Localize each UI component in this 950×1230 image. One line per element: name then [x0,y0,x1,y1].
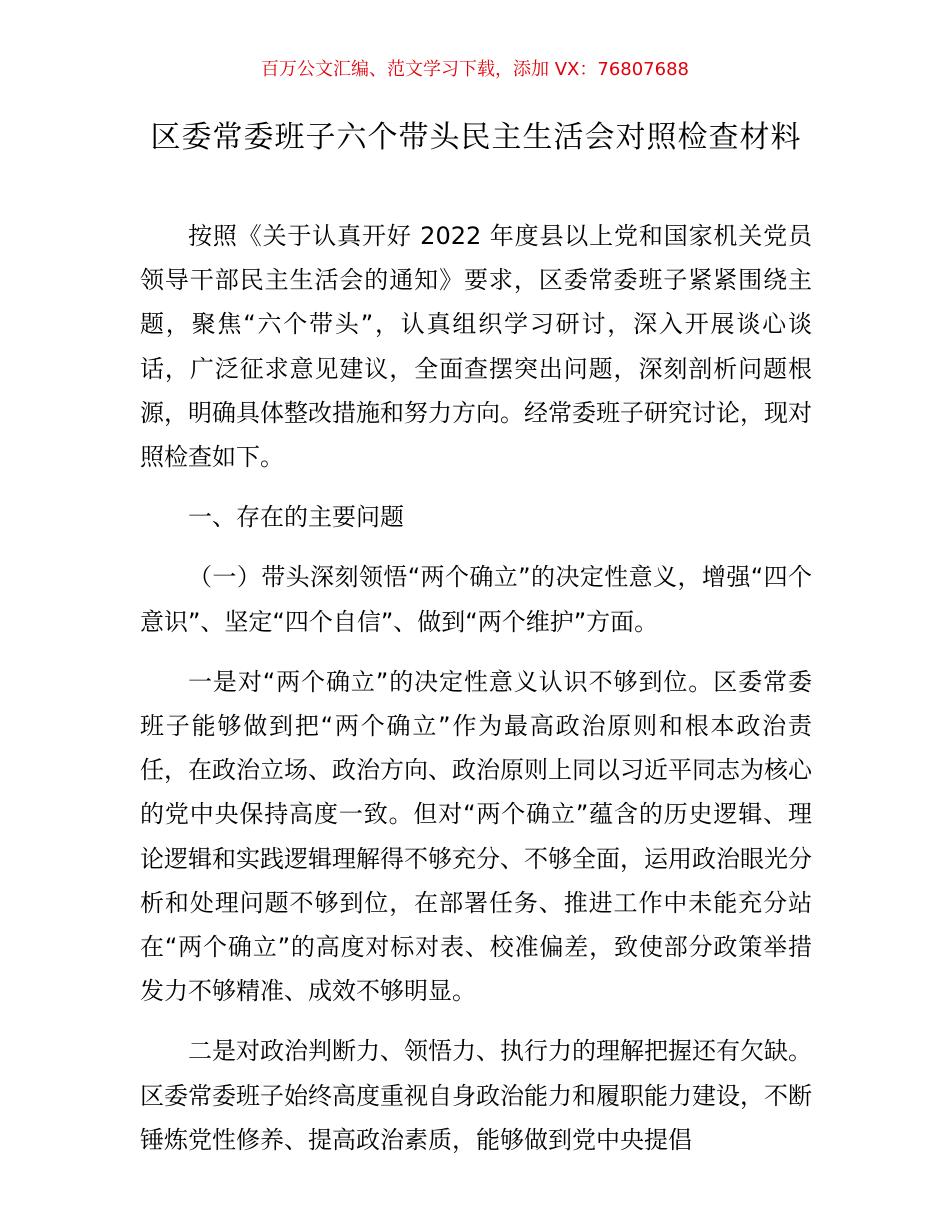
subsection-heading: （一）带头深刻领悟“两个确立”的决定性意义，增强“四个意识”、坚定“四个自信”、做到“两个维护”方面。 [140,563,812,636]
document-body [140,214,812,1178]
section-heading: 一、存在的主要问题 [188,503,404,532]
header-note: 百万公文汇编、范文学习下载，添加 VX：76807688 [261,59,689,80]
paragraph-point-two: 二是对政治判断力、领悟力、执行力的理解把握还有欠缺。区委常委班子始终高度重视自身政治能力和履职能力建设，不断锤炼党性修养、提高政治素质，能够做到党中央提倡 [140,1037,812,1154]
paragraph-point-one: 一是对“两个确立”的决定性意义认识不够到位。区委常委班子能够做到把“两个确立”作为最高政治原则和根本政治责任，在政治立场、政治方向、政治原则上同以习近平同志为核心的党中央保持高度一致。但对“两个确立”蕴含的历史逻辑、理论逻辑和实践逻辑理解得不够充分、不够全面，运用政治眼光分析和处理问题不够到位，在部署任务、推进工作中未能充分站在“两个确立”的高度对标对表、校准偏差，致使部分政策举措发力不够精准、成效不够明显。 [140,667,812,1006]
document-title: 区委常委班子六个带头民主生活会对照检查材料 [150,120,802,155]
paragraph-intro: 按照《关于认真开好 2022 年度县以上党和国家机关党员领导干部民主生活会的通知》要求，区委常委班子紧紧围绕主题，聚焦“六个带头”，认真组织学习研讨，深入开展谈心谈话，广泛征求意见建议，全面查摆突出问题，深刻剖析问题根源，明确具体整改措施和努力方向。经常委班子研究讨论，现对照检查如下。 [140,222,812,472]
